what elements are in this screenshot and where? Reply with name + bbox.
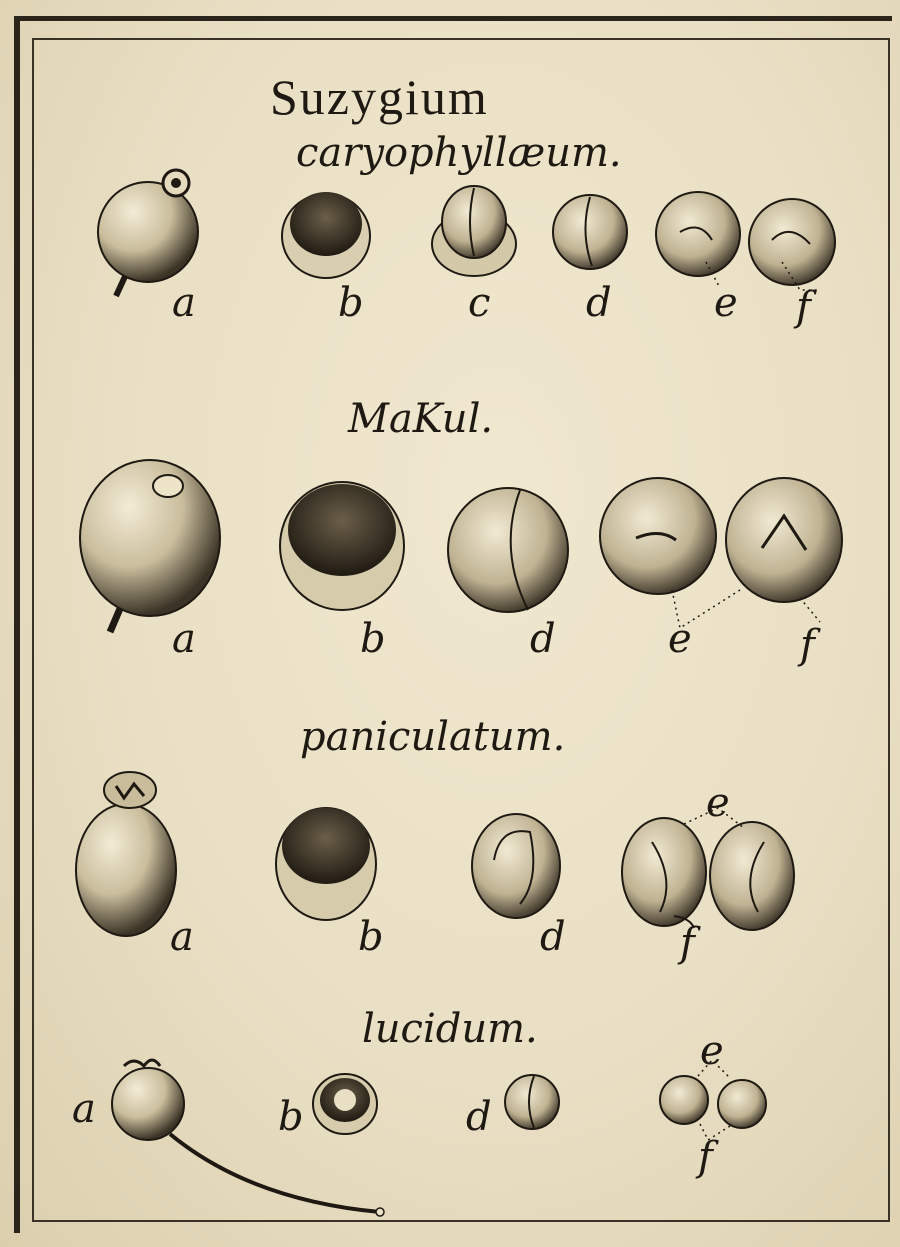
section-1-figures [98,170,835,296]
label-2d: d [530,616,556,662]
label-3b: b [358,914,384,960]
label-3f: f [680,920,695,966]
label-1c: c [468,280,491,326]
fig-1c-seed-in-cup [432,186,516,276]
label-4a: a [72,1086,96,1132]
fig-4b-cup [313,1074,377,1134]
fig-2a-whole-fruit [80,460,220,632]
fig-2b-cup [280,482,404,610]
label-4b: b [278,1094,304,1140]
label-3e: e [706,780,730,826]
label-1e: e [714,280,738,326]
fig-1b-cup [282,192,370,278]
fig-2e-cotyledon [600,478,716,594]
section-3-figures [76,772,794,936]
fig-4e-cotyledons [660,1076,766,1128]
fig-1a-whole-fruit [98,170,198,296]
section-2-figures [80,460,842,632]
fig-3b-cup [276,808,376,920]
section-4-title: lucidum. [362,1006,538,1052]
fig-1e-cotyledon [656,192,740,276]
fig-3e-cotyledons [622,818,794,930]
fig-1f-cotyledon [749,199,835,285]
fig-3a-whole-fruit [76,772,176,936]
label-4f: f [698,1134,713,1180]
label-2a: a [172,616,196,662]
fig-4d-seed [505,1075,559,1129]
label-4d: d [466,1094,492,1140]
section-2-title: MaKul. [348,396,494,442]
label-4e: e [700,1028,724,1074]
label-1a: a [172,280,196,326]
label-2e: e [668,616,692,662]
fig-2d-seed [448,488,568,612]
fig-3d-seed [472,814,560,918]
fig-2f-cotyledon [726,478,842,602]
label-2b: b [360,616,386,662]
plate-genus-title: Suzygium [270,69,489,125]
section-4-figures [112,1060,766,1216]
section-3-title: paniculatum. [300,714,566,760]
label-3a: a [170,914,194,960]
label-3d: d [540,914,566,960]
label-2f: f [800,622,815,668]
label-1f: f [796,284,811,330]
label-1d: d [586,280,612,326]
label-1b: b [338,280,364,326]
fig-1d-seed [553,195,627,269]
section-1-title: caryophyllæum. [296,130,622,176]
